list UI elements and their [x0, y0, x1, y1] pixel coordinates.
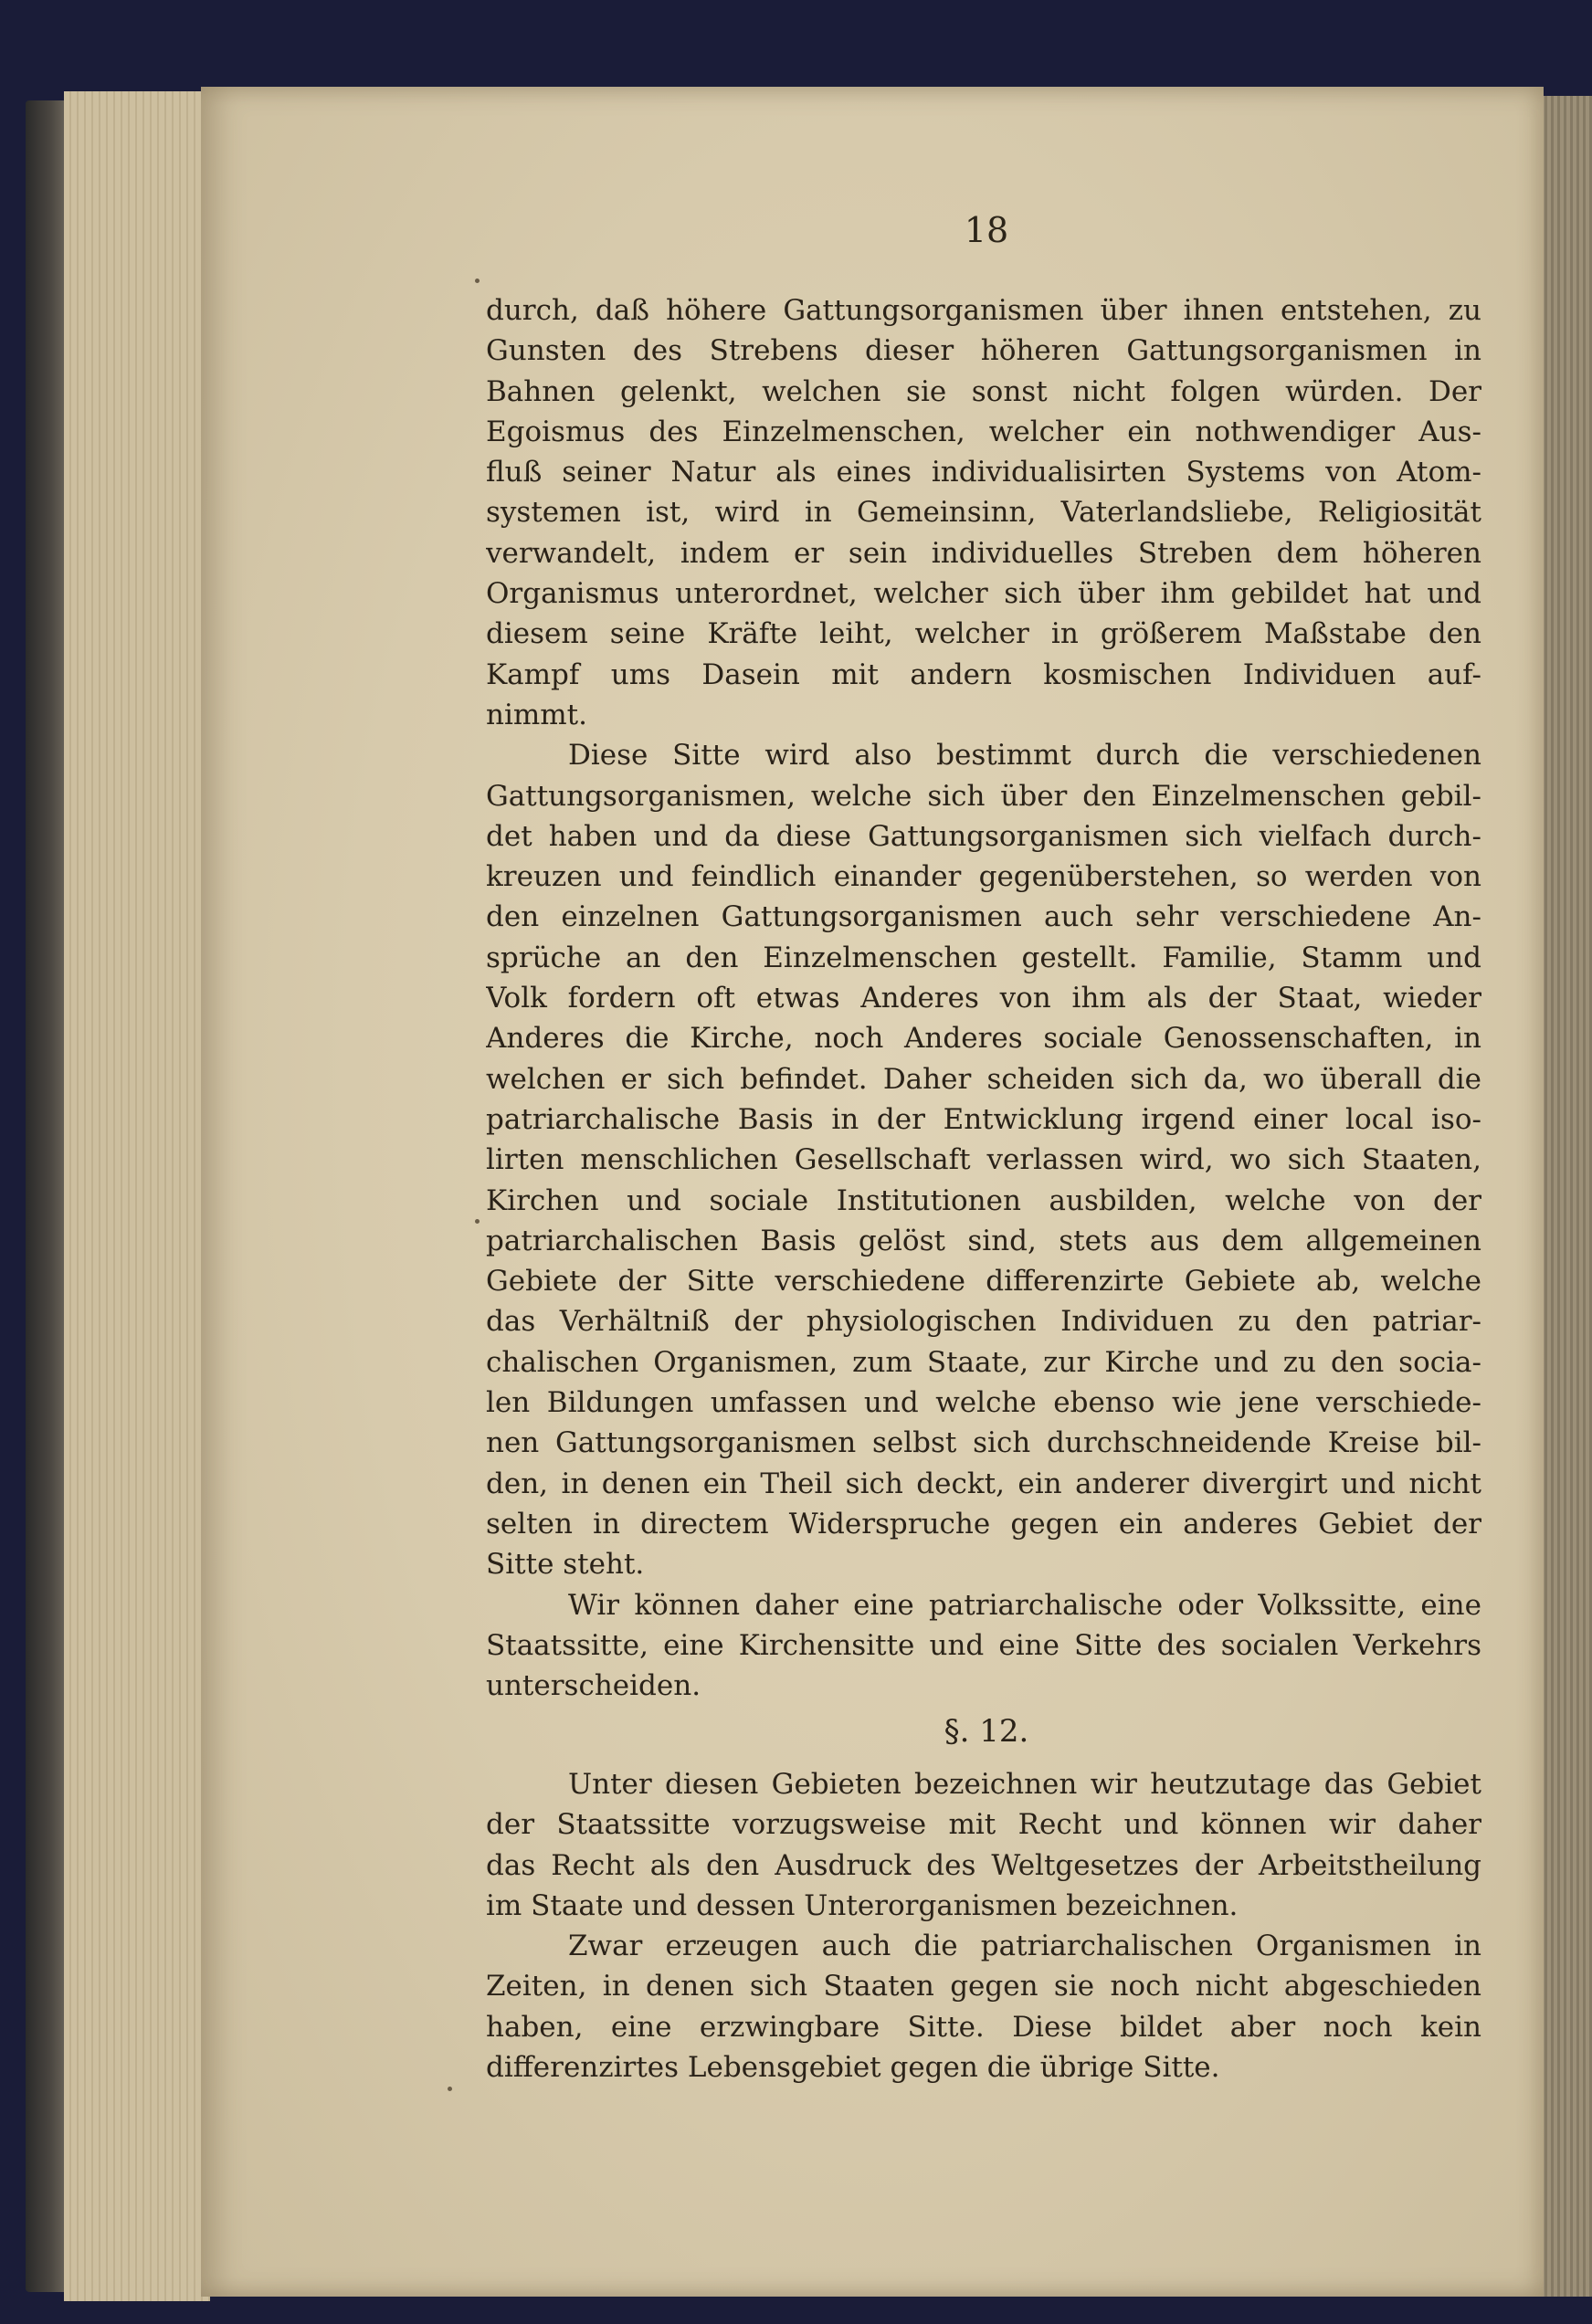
text-line: Gattungsorganismen, welche sich über den Einzelmenschen gebil- [486, 779, 1481, 813]
text-line: Bahnen gelenkt, welchen sie sonst nicht folgen würden. Der [486, 374, 1481, 408]
text-line: verwandelt, indem er sein individuelles Streben dem höheren [486, 536, 1481, 570]
text-line: selten in directem Widerspruche gegen ein anderes Gebiet der [486, 1507, 1481, 1541]
section-text [486, 1764, 1481, 2087]
text-line: patriarchalischen Basis gelöst sind, stets aus dem allgemeinen [486, 1224, 1481, 1257]
paper-speck [475, 1219, 480, 1224]
text-line: Wir können daher eine patriarchalische oder Volkssitte, eine [568, 1588, 1481, 1622]
text-line: das Verhältniß der physiologischen Individuen zu den patriar- [486, 1305, 1481, 1339]
text-line: diesem seine Kräfte leiht, welcher in größerem Maßstabe den [486, 617, 1481, 651]
text-line: Diese Sitte wird also bestimmt durch die verschiedenen [568, 739, 1481, 773]
text-line: unterscheiden. [486, 1669, 701, 1703]
text-line: Anderes die Kirche, noch Anderes sociale Genossenschaften, in [486, 1022, 1481, 1056]
text-line: fluß seiner Natur als eines individualisirten Systems von Atom- [486, 456, 1481, 489]
text-line: systemen ist, wird in Gemeinsinn, Vaterlandsliebe, Religiosität [486, 496, 1481, 530]
text-line: nen Gattungsorganismen selbst sich durchschneidende Kreise bil- [486, 1426, 1481, 1460]
paper-speck [475, 279, 480, 283]
text-line: Gunsten des Strebens dieser höheren Gattungsorganismen in [486, 334, 1481, 368]
text-line: Kirchen und sociale Institutionen ausbilden, welche von der [486, 1183, 1481, 1217]
text-line: kreuzen und feindlich einander gegenüberstehen, so werden von [486, 860, 1481, 894]
text-line: det haben und da diese Gattungsorganismen sich vielfach durch- [486, 819, 1481, 853]
text-line: nimmt. [486, 698, 587, 731]
text-line: differenzirtes Lebensgebiet gegen die übrige Sitte. [486, 2051, 1220, 2085]
text-line: das Recht als den Ausdruck des Weltgesetzes der Arbeitstheilung [486, 1848, 1481, 1882]
text-line: im Staate und dessen Unterorganismen bezeichnen. [486, 1888, 1239, 1922]
text-line: den, in denen ein Theil sich deckt, ein anderer divergirt und nicht [486, 1467, 1481, 1500]
page-number: 18 [964, 210, 1009, 250]
text-line: der Staatssitte vorzugsweise mit Recht und können wir daher [486, 1808, 1481, 1842]
text-line: len Bildungen umfassen und welche ebenso wie jene verschiede- [486, 1386, 1481, 1420]
text-line: durch, daß höhere Gattungsorganismen über ihnen entstehen, zu [486, 294, 1481, 327]
text-line: Unter diesen Gebieten bezeichnen wir heutzutage das Gebiet [568, 1768, 1481, 1801]
paper-speck [448, 2087, 452, 2091]
page-edges-left [64, 91, 210, 2301]
text-line: lirten menschlichen Gesellschaft verlassen wird, wo sich Staaten, [486, 1143, 1481, 1177]
text-line: patriarchalische Basis in der Entwicklung irgend einer local iso- [486, 1102, 1481, 1136]
text-line: den einzelnen Gattungsorganismen auch sehr verschiedene An- [486, 900, 1481, 934]
text-line: sprüche an den Einzelmenschen gestellt. Familie, Stamm und [486, 941, 1481, 974]
text-line: Organismus unterordnet, welcher sich über ihm gebildet hat und [486, 577, 1481, 611]
text-line: Zeiten, in denen sich Staaten gegen sie noch nicht abgeschieden [486, 1970, 1481, 2003]
text-line: Egoismus des Einzelmenschen, welcher ein nothwendiger Aus- [486, 415, 1481, 448]
main-text [486, 290, 1481, 1706]
section-heading: §. 12. [944, 1713, 1029, 1750]
text-line: Staatssitte, eine Kirchensitte und eine Sitte des socialen Verkehrs [486, 1628, 1481, 1662]
text-line: haben, eine erzwingbare Sitte. Diese bildet aber noch kein [486, 2010, 1481, 2044]
text-line: chalischen Organismen, zum Staate, zur Kirche und zu den socia- [486, 1345, 1481, 1379]
text-line: Kampf ums Dasein mit andern kosmischen Individuen auf- [486, 657, 1481, 691]
text-line: Sitte steht. [486, 1548, 645, 1582]
text-line: Gebiete der Sitte verschiedene differenzirte Gebiete ab, welche [486, 1265, 1481, 1299]
text-line: welchen er sich befindet. Daher scheiden sich da, wo überall die [486, 1062, 1481, 1096]
book-spine [26, 100, 67, 2292]
text-line: Zwar erzeugen auch die patriarchalischen Organismen in [568, 1930, 1481, 1963]
text-line: Volk fordern oft etwas Anderes von ihm als der Staat, wieder [486, 982, 1481, 1015]
